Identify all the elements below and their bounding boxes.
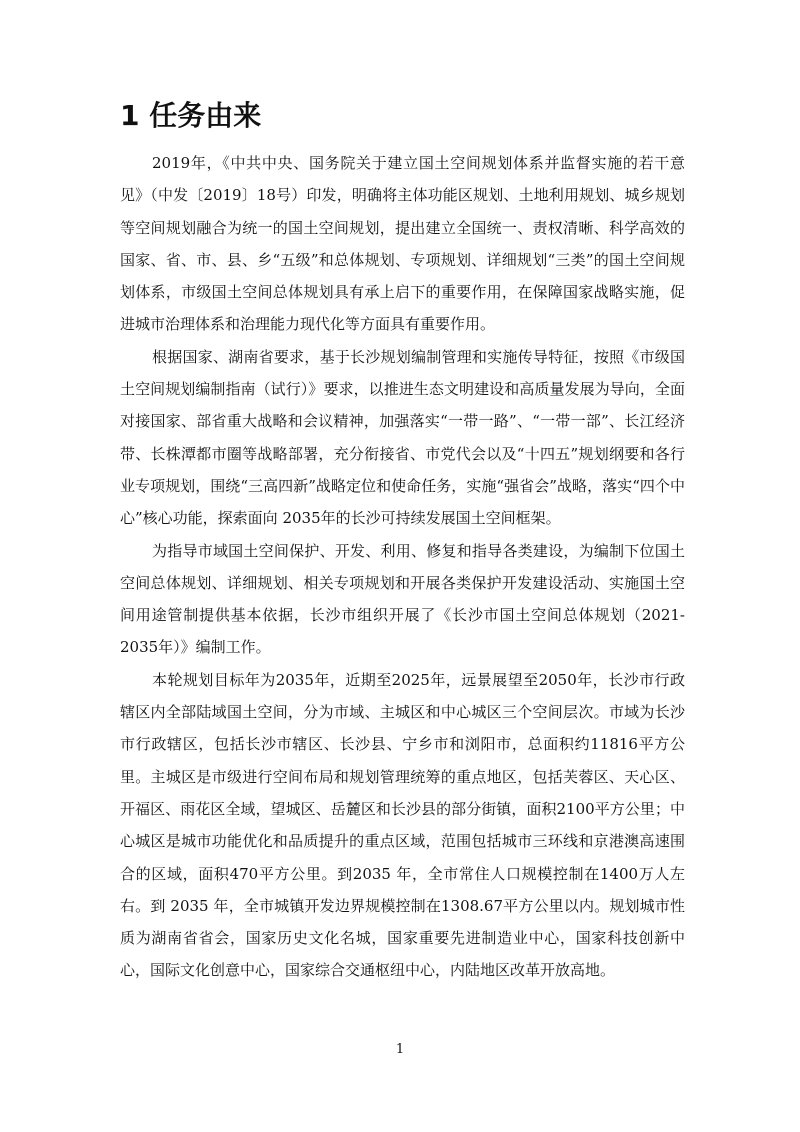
paragraph-scope: 本轮规划目标年为2035年，近期至2025年，远景展望至2050年，长沙市行政辖区内全部陆域国土空间，分为市域、主城区和中心城区三个空间层次。市域为长沙市行政辖区，包括长沙市辖区、长沙县、宁乡市和浏阳市，总面积约11816平方公里。主城区是市级进行空间布局和规划管理统筹的重点地区，包括芙蓉区、天心区、开福区、雨花区全域，望城区、岳麓区和长沙县的部分街镇，面积2100平方公里；中心城区是城市功能优化和品质提升的重点区域，范围包括城市三环线和京港澳高速围合的区域，面积470平方公里。到2035 年，全市常住人口规模控制在1400万人左右。到 2035 年，全市城镇开发边界规模控制在1308.67平方公里以内。规划城市性质为湖南省省会，国家历史文化名城，国家重要先进制造业中心，国家科技创新中心，国际文化创意中心，国家综合交通枢纽中心，内陆地区改革开放高地。 <box>120 670 685 980</box>
paragraph-requirements: 根据国家、湖南省要求，基于长沙规划编制管理和实施传导特征，按照《市级国土空间规划编制指南（试行）》要求，以推进生态文明建设和高质量发展为导向，全面对接国家、部省重大战略和会议精神，加强落实“一带一路”、“一带一部”、长江经济带、长株潭都市圈等战略部署，充分衔接省、市党代会以及“十四五”规划纲要和各行业专项规划，围绕“三高四新”战略定位和使命任务，实施“强省会”战略，落实“四个中心”核心功能，探索面向 2035年的长沙可持续发展国土空间框架。 <box>120 347 685 528</box>
page-number: 1 <box>395 1042 405 1057</box>
body-text <box>120 147 685 987</box>
paragraph-background: 2019年，《中共中央、国务院关于建立国土空间规划体系并监督实施的若干意见》（中发〔2019〕18号）印发，明确将主体功能区规划、土地利用规划、城乡规划等空间规划融合为统一的国土空间规划，提出建立全国统一、责权清晰、科学高效的国家、省、市、县、乡“五级”和总体规划、专项规划、详细规划“三类”的国土空间规划体系，市级国土空间总体规划具有承上启下的重要作用，在保障国家战略实施，促进城市治理体系和治理能力现代化等方面具有重要作用。 <box>120 154 685 334</box>
paragraph-purpose: 为指导市域国土空间保护、开发、利用、修复和指导各类建设，为编制下位国土空间总体规划、详细规划、相关专项规划和开展各类保护开发建设活动、实施国土空间用途管制提供基本依据，长沙市组织开展了《长沙市国土空间总体规划（2021-2035年）》编制工作。 <box>120 541 685 657</box>
section-heading: 1 任务由来 <box>120 99 262 132</box>
